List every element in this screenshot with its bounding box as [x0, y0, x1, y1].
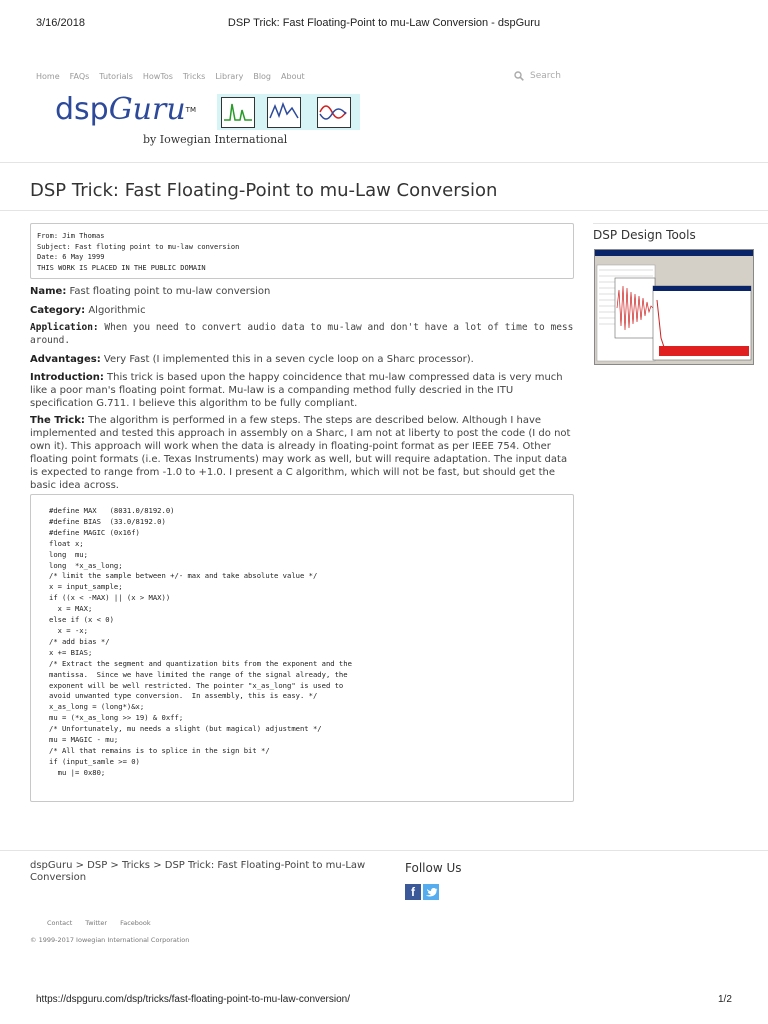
search-box[interactable] [514, 71, 561, 81]
page-title: DSP Trick: Fast Floating-Point to mu-Law Conversion [30, 180, 498, 201]
logo-scope-graphics [217, 94, 360, 130]
print-page-number: 1/2 [718, 994, 732, 1005]
nav-library[interactable]: Library [215, 72, 244, 81]
design-tools-screenshot[interactable] [594, 249, 754, 365]
site-logo[interactable] [55, 93, 360, 131]
twitter-icon[interactable] [423, 884, 439, 900]
scope-icon-sine [317, 97, 351, 128]
divider [0, 162, 768, 163]
scope-icon-pulse [221, 97, 255, 128]
nav-howtos[interactable]: HowTos [142, 72, 173, 81]
field-the-trick: The Trick: The algorithm is performed in a few steps. The steps are described below. Although I have implemented and tested this approach in assembly on a Sharc, I am not at liberty to post the code (I do not own it). This approach will work when the data is already in floating-point format as per IEEE 754. Other floating point formats (i.e. Texas Instruments) may work as well, but will require adaptation. The input data is expected to range from -1.0 to +1.0. I present a C algorithm, which will not be fast, but should get the basic idea across. [30, 415, 571, 491]
field-advantages: Advantages: Very Fast (I implemented this in a seven cycle loop on a Sharc processor). [30, 354, 474, 365]
field-name: Name: Fast floating point to mu-law conversion [30, 286, 271, 297]
code-text: #define MAX (8031.0/8192.0) #define BIAS (33.0/8192.0) #define MAGIC (0x16f) float x; long mu; long *x_as_long; /* limit the sample between +/- max and take absolute value */ x = input_sample; if ((x < -MAX) || (x > MAX)) x = MAX; else if (x < 0) x = -x; /* add bias */ x += BIAS; /* Extract the segment and quantization bits from the exponent and the mantissa. Since we have limited the range of the signal already, the exponent will be well restricted. The pointer "x_as_long" is used to avoid unwanted type conversion. In assembly, this is easy. */ x_as_long = (long*)&x; mu = (*x_as_long >> 19) & 0xff; /* Unfortunately, mu needs a slight (but magical) adjustment */ mu = MAGIC - mu; /* All that remains is to splice in the sign bit */ if (input_samle >= 0) mu |= 0x80; [49, 506, 352, 777]
breadcrumb[interactable]: dspGuru > DSP > Tricks > DSP Trick: Fast Floating-Point to mu-Law Conversion [30, 860, 366, 883]
code-block [30, 494, 574, 802]
nav-tricks[interactable]: Tricks [182, 72, 206, 81]
sidebar-title: DSP Design Tools [593, 228, 696, 242]
email-header-text: From: Jim Thomas Subject: Fast floting point to mu-law conversion Date: 6 May 1999 THIS WORK IS PLACED IN THE PUBLIC DOMAIN [37, 232, 240, 272]
top-nav [36, 72, 305, 81]
nav-tutorials[interactable]: Tutorials [99, 72, 133, 81]
divider [593, 223, 768, 224]
logo-tagline: by Iowegian International [143, 133, 288, 146]
field-introduction: Introduction: This trick is based upon the happy coincidence that mu-law compressed data is very much like a poor man's floating point format. Mu-law is a companding method fully descried in the ITU specification G.711. I believe this algorithm to be fully compliant. [30, 372, 563, 409]
nav-faqs[interactable]: FAQs [69, 72, 90, 81]
logo-wordmark: dspGuru™ [55, 92, 196, 127]
footer-link-twitter[interactable]: Twitter [85, 919, 108, 927]
print-date: 3/16/2018 [36, 17, 85, 29]
print-title: DSP Trick: Fast Floating-Point to mu-Law Conversion - dspGuru [227, 17, 541, 29]
scope-icon-spectrum [267, 97, 301, 128]
copyright: © 1999-2017 Iowegian International Corporation [30, 936, 190, 944]
divider [0, 210, 768, 211]
nav-home[interactable]: Home [36, 72, 60, 81]
field-application: Application: When you need to convert audio data to mu-law and don't have a lot of time to mess around. [30, 322, 574, 346]
footer-links [47, 919, 151, 927]
footer-link-facebook[interactable]: Facebook [120, 919, 151, 927]
email-header-block [30, 223, 574, 279]
footer-link-contact[interactable]: Contact [47, 919, 73, 927]
search-placeholder: Search [530, 71, 561, 81]
nav-blog[interactable]: Blog [253, 72, 272, 81]
field-category: Category: Algorithmic [30, 305, 146, 316]
search-icon [514, 71, 524, 81]
divider [0, 850, 768, 851]
follow-us-heading: Follow Us [405, 861, 462, 875]
facebook-icon[interactable]: f [405, 884, 421, 900]
nav-about[interactable]: About [281, 72, 305, 81]
print-url: https://dspguru.com/dsp/tricks/fast-floating-point-to-mu-law-conversion/ [36, 994, 351, 1005]
